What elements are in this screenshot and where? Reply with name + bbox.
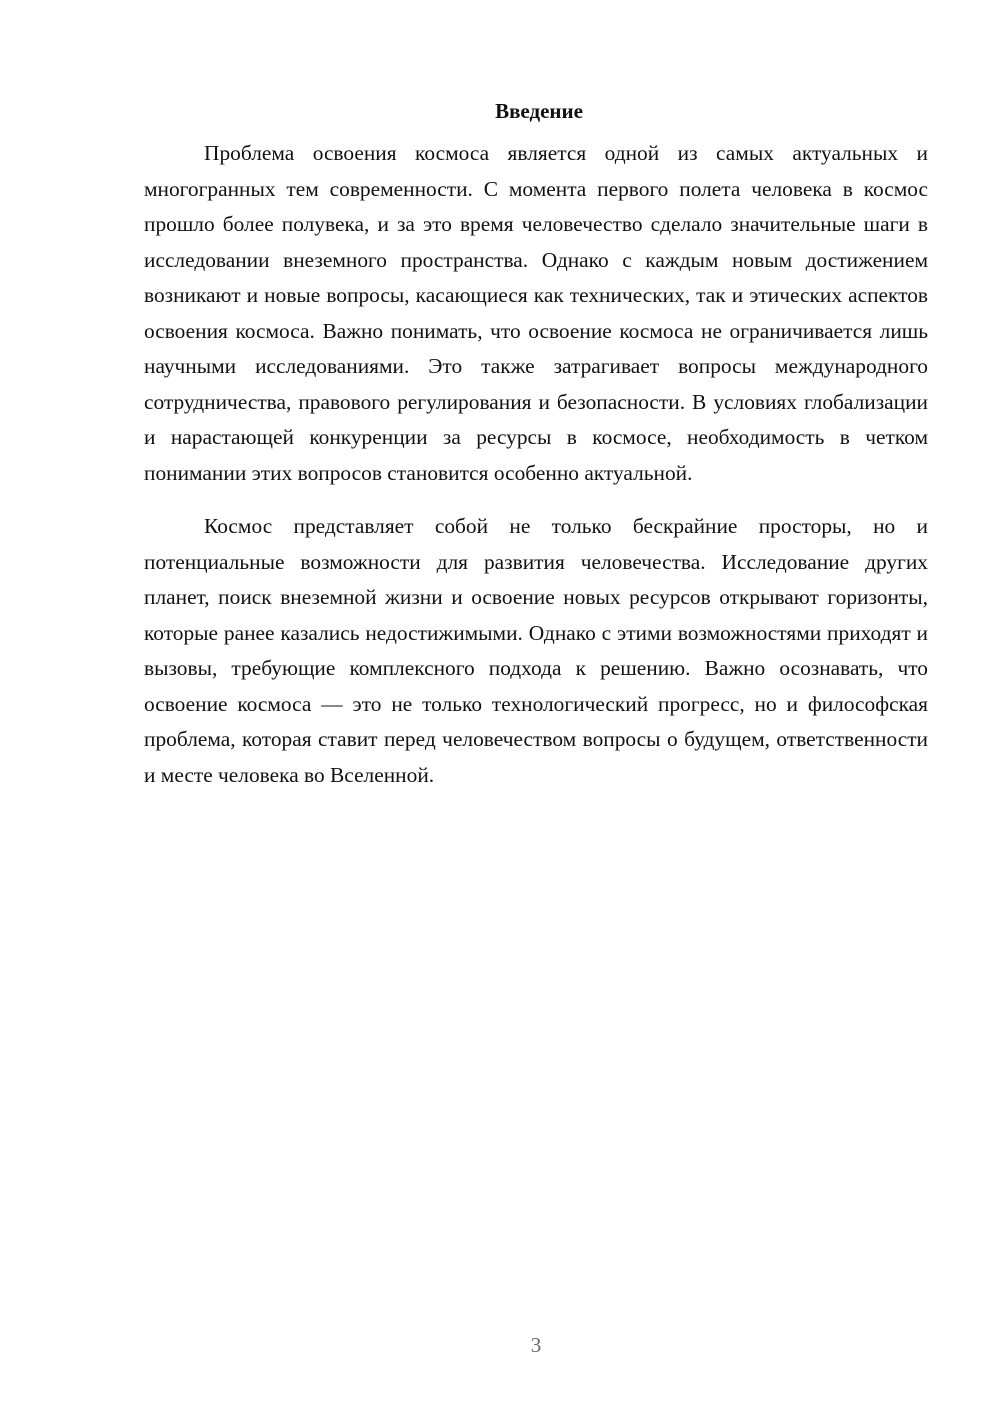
paragraph-2: Космос представляет собой не только бескрайние просторы, но и потенциальные возможности для развития человечества. Исследование других планет, поиск внеземной жизни и освоение новых ресурсов открывают горизонты, которые ранее казались недостижимыми. Однако с этими возможностями приходят и вызовы, требующие комплексного подхода к решению. Важно осознавать, что освоение космоса — это не только технологический прогресс, но и философская проблема, которая ставит перед человечеством вопросы о будущем, ответственности и месте человека во Вселенной.: [144, 514, 928, 787]
paragraph-1: Проблема освоения космоса является одной из самых актуальных и многогранных тем современности. С момента первого полета человека в космос прошло более полувека, и за это время человечество сделало значительные шаги в исследовании внеземного пространства. Однако с каждым новым достижением возникают и новые вопросы, касающиеся как технических, так и этических аспектов освоения космоса. Важно понимать, что освоение космоса не ограничивается лишь научными исследованиями. Это также затрагивает вопросы международного сотрудничества, правового регулирования и безопасности. В условиях глобализации и нарастающей конкуренции за ресурсы в космосе, необходимость в четком понимании этих вопросов становится особенно актуальной.: [144, 141, 928, 485]
page-content: [144, 96, 928, 793]
page-number: 3: [530, 1333, 542, 1357]
section-heading: Введение: [495, 99, 583, 123]
